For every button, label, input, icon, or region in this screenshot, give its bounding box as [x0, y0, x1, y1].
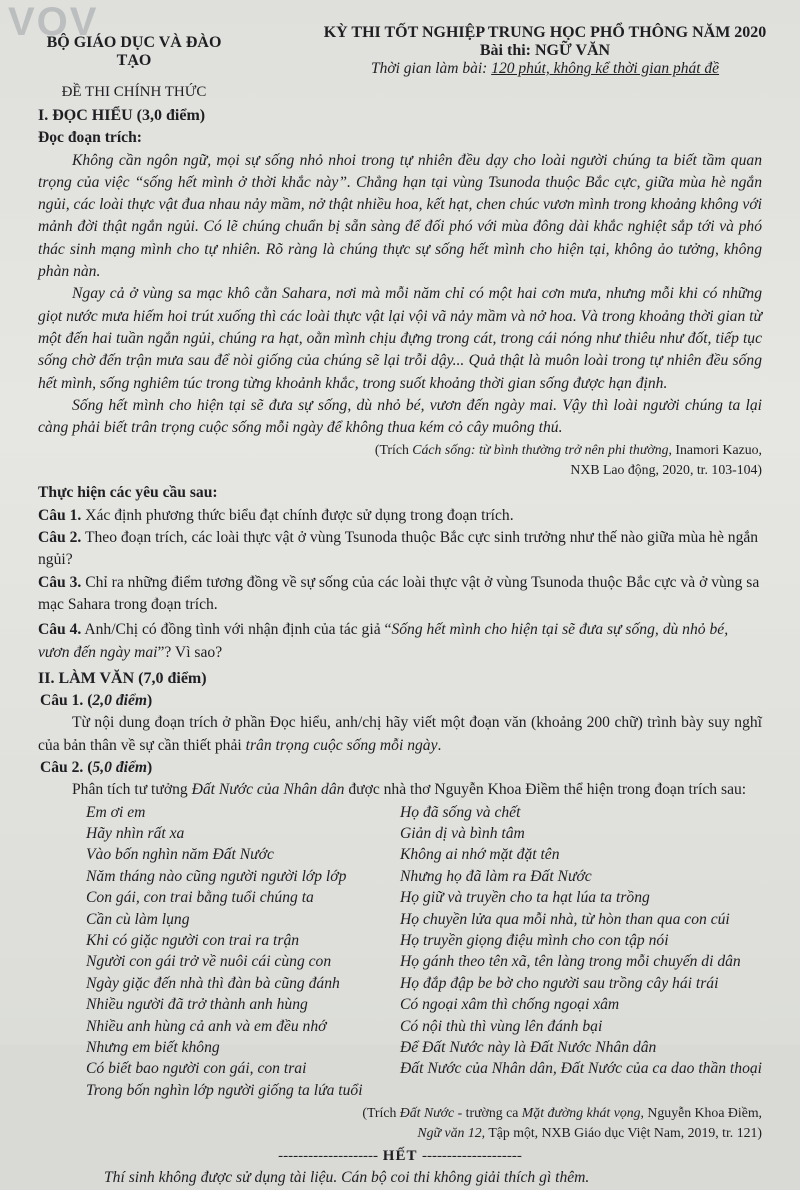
question-text: Chỉ ra những điểm tương đồng về sự sống của các loài thực vật ở vùng Tsunoda thuộc Bắc cực và ở vùng sa mạc Sahara trong đoạn trích.	[38, 573, 760, 613]
poem-line: Em ơi em	[86, 803, 146, 821]
poem-collection: Mặt đường khát vọng	[521, 1105, 641, 1121]
official-label: ĐỀ THI CHÍNH THỨC	[61, 84, 207, 100]
poem-title: Đất Nước	[399, 1105, 455, 1121]
essay2-end: được nhà thơ Nguyễn Khoa Điềm thể hiện trong đoạn trích sau:	[344, 781, 747, 799]
essay1-close: )	[147, 692, 153, 710]
poem-line: Cần cù làm lụng	[86, 910, 190, 928]
question-3	[38, 572, 762, 617]
question-label: Câu 3.	[38, 573, 82, 591]
poem-line: Hãy nhìn rất xa	[86, 825, 185, 842]
question-quote: Sống hết mình cho hiện tại sẽ đưa sự sống, dù nhỏ bé, vươn đến ngày mai	[38, 621, 729, 661]
footer-note: Thí sinh không được sử dụng tài liệu. Cán bộ coi thi không giải thích gì thêm.	[104, 1169, 590, 1187]
essay2-label	[38, 757, 762, 779]
poem-line: Không ai nhớ mặt đặt tên	[400, 846, 560, 864]
essay2-prompt	[38, 779, 762, 801]
essay2-close: )	[147, 759, 153, 777]
poem-right-column	[400, 802, 762, 1101]
poem-publisher: , Tập một, NXB Giáo dục Việt Nam, 2019, tr. 121)	[481, 1125, 762, 1141]
question-text: Anh/Chị có đồng tình với nhận định của tác giả “	[81, 621, 392, 639]
question-label: Câu 1.	[38, 506, 82, 524]
poem-line: Con gái, con trai bằng tuổi chúng ta	[86, 889, 314, 907]
tasks-label: Thực hiện các yêu cầu sau:	[38, 484, 218, 502]
poem-line: Trong bốn nghìn lớp người giống ta lứa tuổi	[86, 1081, 363, 1099]
question-text: Xác định phương thức biểu đạt chính được sử dụng trong đoạn trích.	[81, 506, 514, 524]
poem-line: Nhưng họ đã làm ra Đất Nước	[400, 867, 592, 885]
poem-textbook: Ngữ văn 12	[417, 1125, 482, 1141]
section1-title: I. ĐỌC HIỂU (3,0 điểm)	[38, 107, 206, 124]
poem-source	[38, 1103, 762, 1143]
essay1-points: 2,0 điểm	[92, 692, 147, 710]
essay1-prompt	[38, 712, 762, 757]
essay1-label	[38, 690, 762, 712]
dash-right: --------------------	[421, 1148, 522, 1165]
poem-line: Có biết bao người con gái, con trai	[86, 1060, 307, 1078]
exam-content	[38, 105, 762, 1190]
ministry-name: BỘ GIÁO DỤC VÀ ĐÀO TẠO	[46, 34, 222, 69]
poem-line: Nhưng em biết không	[86, 1038, 220, 1056]
question-2	[38, 527, 762, 572]
poem-line: Người con gái trở về nuôi cái cùng con	[86, 953, 332, 971]
essay2-text: Phân tích tư tưởng	[72, 781, 192, 799]
passage-source	[38, 440, 762, 480]
essay1-italic: trân trọng cuộc sống mỗi ngày	[245, 736, 438, 754]
essay2-italic: Đất Nước của Nhân dân	[191, 781, 345, 799]
essay2-points: 5,0 điểm	[92, 759, 147, 777]
poem-line: Họ đắp đập be bờ cho người sau trồng cây hái trái	[400, 974, 719, 992]
poem-source-mid: - trường ca	[454, 1105, 522, 1121]
essay2-label-text: Câu 2. (	[40, 759, 93, 777]
poem-line: Có ngoại xâm thì chống ngoại xâm	[400, 996, 620, 1014]
poem-line: Họ giữ và truyền cho ta hạt lúa ta trồng	[400, 889, 650, 907]
section2-title: II. LÀM VĂN (7,0 điểm)	[38, 669, 207, 687]
question-4	[38, 619, 762, 664]
poem-line: Họ truyền giọng điệu mình cho con tập nói	[400, 931, 669, 949]
poem-line: Nhiều anh hùng cả anh và em đều nhớ	[86, 1017, 327, 1035]
source-publisher: NXB Lao động, 2020, tr. 103-104)	[570, 462, 762, 478]
header-left	[34, 34, 234, 101]
read-label: Đọc đoạn trích:	[38, 129, 142, 147]
exam-title: KỲ THI TỐT NGHIỆP TRUNG HỌC PHỔ THÔNG NĂM 2020	[323, 24, 767, 41]
time-limit	[300, 60, 790, 78]
passage-paragraph: Không cần ngôn ngữ, mọi sự sống nhỏ nhoi trong tự nhiên đều dạy cho loài người chúng ta biết tầm quan trọng của việc “sống hết mình ở thời khắc này”. Chẳng hạn tại vùng Tsunoda thuộc Bắc cực, giữa mùa hè ngắn ngủi, các loài thực vật đua nhau nảy mầm, nở thật nhiều hoa, kết hạt, chen chúc vươn mình trong khoảng không với mảnh đời thật ngắn ngủi. Có lẽ chúng chuẩn bị sẵn sàng để đối phó với mùa đông dài khắc nghiệt sắp tới và phó thác sinh mạng mình cho tự nhiên. Rõ ràng là chúng thực sự sống hết mình cho hiện tại, không ảo tưởng, không phàn nàn.	[38, 151, 762, 281]
poem-author: , Nguyễn Khoa Điềm,	[640, 1105, 762, 1121]
poem-line: Vào bốn nghìn năm Đất Nước	[86, 846, 274, 864]
essay1-label-text: Câu 1. (	[40, 692, 93, 710]
poem-line: Giản dị và bình tâm	[400, 825, 525, 842]
poem-line: Họ chuyền lửa qua mỗi nhà, từ hòn than qua con cúi	[400, 910, 730, 928]
watermark-text: VOV	[8, 0, 99, 44]
essay1-end: .	[437, 736, 442, 754]
time-value: 120 phút, không kể thời gian phát đề	[491, 60, 720, 77]
essay1-text: Từ nội dung đoạn trích ở phần Đọc hiểu, anh/chị hãy viết một đoạn văn (khoảng 200 chữ) trình bày suy nghĩ của bản thân về sự cần thiết phải	[38, 714, 762, 754]
poem-line: Ngày giặc đến nhà thì đàn bà cũng đánh	[86, 974, 340, 992]
poem-line: Để Đất Nước này là Đất Nước Nhân dân	[400, 1038, 657, 1056]
poem-source-prefix: (Trích	[362, 1105, 400, 1121]
question-label: Câu 2.	[38, 529, 82, 547]
time-prefix: Thời gian làm bài:	[370, 60, 492, 77]
passage-paragraph: Sống hết mình cho hiện tại sẽ đưa sự sống, dù nhỏ bé, vươn đến ngày mai. Vậy thì loài người chúng ta lại càng phải biết trân trọng cuộc sống mỗi ngày để không thua kém cỏ cây muông thú.	[38, 396, 762, 437]
poem-line: Khi có giặc người con trai ra trận	[86, 931, 300, 949]
question-text: Theo đoạn trích, các loài thực vật ở vùng Tsunoda thuộc Bắc cực sinh trưởng như thế nào giữa mùa hè ngắn ngủi?	[38, 529, 759, 569]
poem-line: Năm tháng nào cũng người người lớp lớp	[86, 867, 347, 885]
poem-excerpt	[38, 802, 762, 1101]
header-right	[300, 24, 790, 78]
source-prefix: (Trích	[374, 442, 413, 458]
question-text-end: ”? Vì sao?	[157, 643, 223, 661]
poem-line: Họ đã sống và chết	[400, 803, 521, 821]
poem-line: Có nội thù thì vùng lên đánh bại	[400, 1017, 603, 1035]
end-marker	[38, 1145, 762, 1167]
subject-title: Bài thi: NGỮ VĂN	[479, 42, 611, 59]
poem-left-column	[38, 802, 400, 1101]
question-label: Câu 4.	[38, 621, 82, 639]
passage-paragraph: Ngay cả ở vùng sa mạc khô cằn Sahara, nơi mà mỗi năm chỉ có một hai cơn mưa, nhưng mỗi khi có những giọt nước mưa hiếm hoi trút xuống thì các loài thực vật lại vội vã nảy mầm và nở hoa. Và trong khoảng thời gian từ một đến hai tuần ngắn ngủi, chúng ra hạt, oằn mình chịu đựng trong cát, trong cái nóng như thiêu như đốt, tiếp tục sống chờ đến trận mưa sau để nòi giống của chúng sẽ lại trỗi dậy... Quả thật là muôn loài trong tự nhiên đều sống hết mình, sống nghiêm túc trong từng khoảnh khắc, trong suốt khoảng thời gian sống được hạn định.	[38, 285, 762, 392]
poem-line: Nhiều người đã trở thành anh hùng	[86, 996, 308, 1014]
end-label: HẾT	[382, 1148, 418, 1165]
source-author: , Inamori Kazuo,	[668, 442, 762, 458]
poem-line: Đất Nước của Nhân dân, Đất Nước của ca dao thần thoại	[400, 1060, 762, 1078]
question-1	[38, 505, 762, 527]
dash-left: --------------------	[278, 1148, 379, 1165]
source-book-title: Cách sống: từ bình thường trở nên phi thường	[412, 442, 669, 458]
poem-line: Họ gánh theo tên xã, tên làng trong mỗi chuyến di dân	[400, 953, 741, 971]
